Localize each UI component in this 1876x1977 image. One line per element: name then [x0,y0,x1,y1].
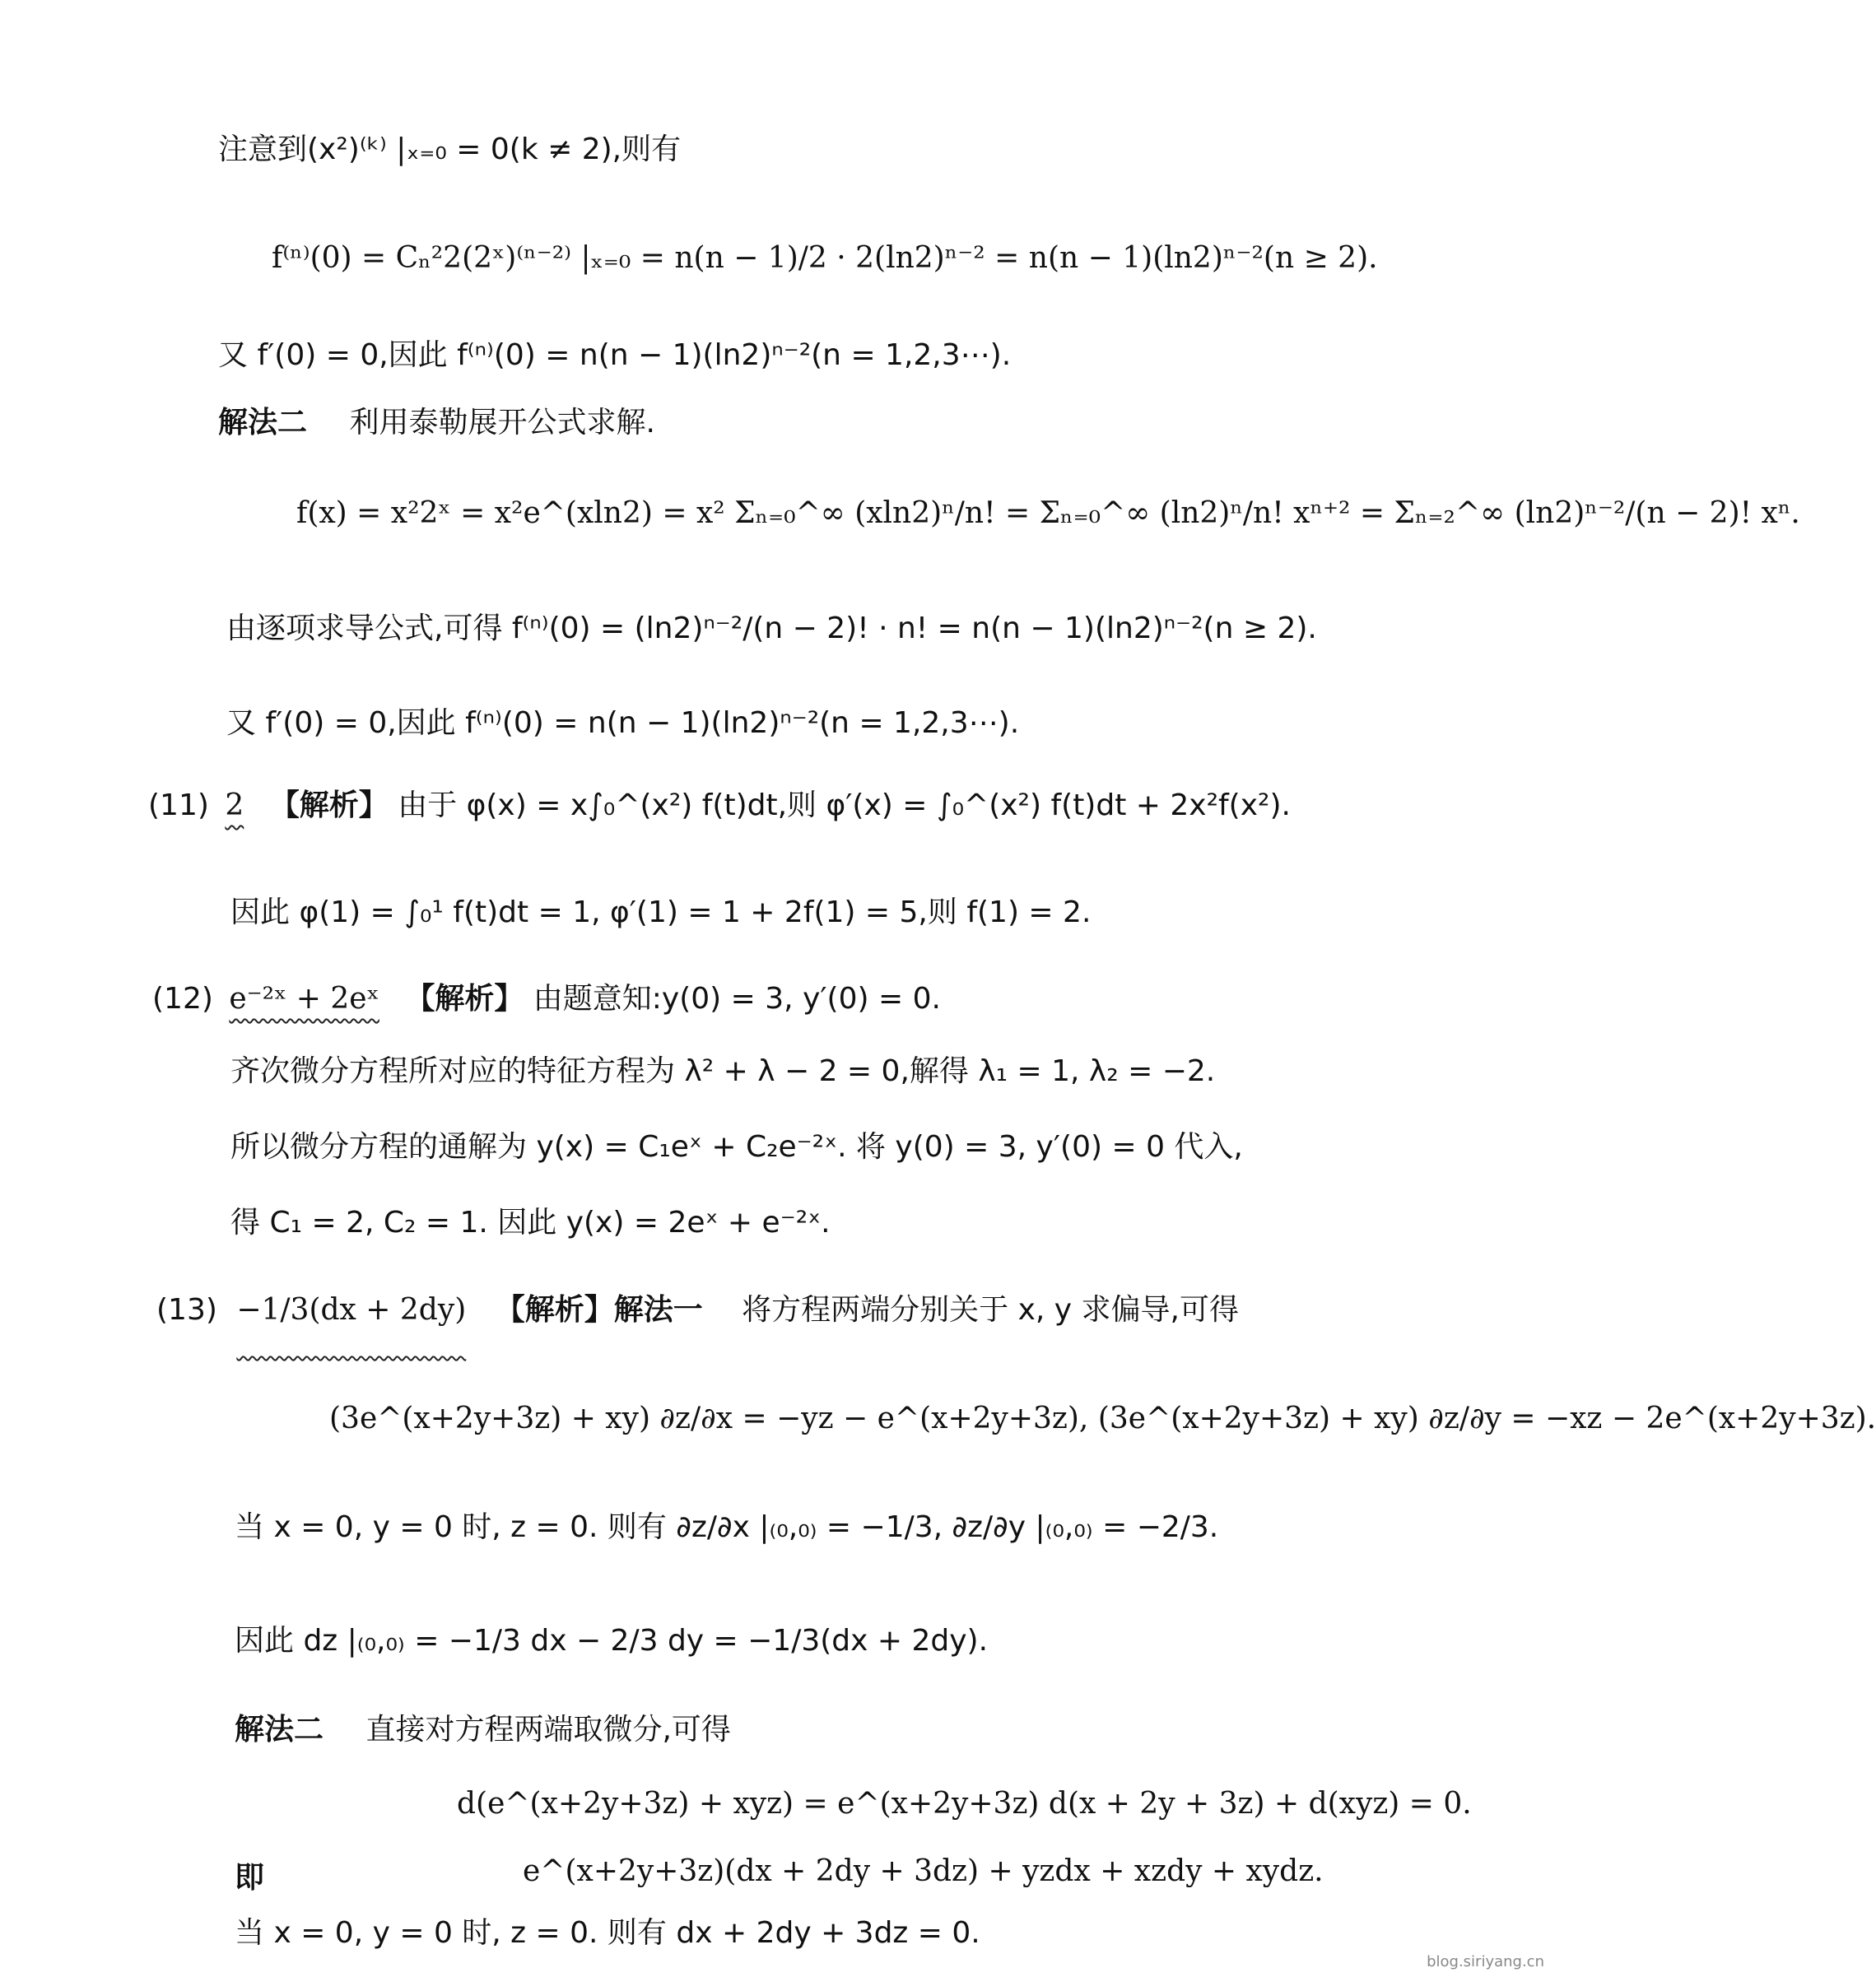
method-label: 解法二 [218,406,308,440]
problem-number: (12) [152,982,213,1016]
formula-line [523,1852,1554,1891]
problem-11 [148,786,1554,826]
text-line [235,1914,1554,1953]
text-line [218,336,1554,375]
text-content: 又 f′(0) = 0,因此 f⁽ⁿ⁾(0) = n(n − 1)(ln2)ⁿ⁻²(n = 1,2,3⋯). [226,706,1020,740]
text-line [235,1621,1554,1661]
method-heading [218,403,1554,443]
problem-number: (11) [148,788,209,822]
text-content: 注意到(x²)⁽ᵏ⁾ |ₓ₌₀ = 0(k ≠ 2),则有 [218,133,682,166]
formula-line [296,494,1800,533]
method-label: 解法二 [235,1713,324,1747]
problem-number: (13) [156,1293,217,1327]
analysis-tag: 【解析】 [405,982,524,1016]
answer: e⁻²ˣ + 2eˣ [229,982,379,1016]
watermark: blog.siriyang.cn [1427,1953,1544,1970]
text-line [235,1508,1554,1547]
text-line [226,609,1554,649]
solution-text: 由题意知:y(0) = 3, y′(0) = 0. [533,982,941,1016]
answer: −1/3(dx + 2dy) [236,1293,467,1327]
analysis-tag: 【解析】解法一 [495,1293,703,1327]
text-content: 因此 dz |₍₀,₀₎ = −1/3 dx − 2/3 dy = −1/3(dx + 2dy). [235,1624,989,1658]
text-content: 当 x = 0, y = 0 时, z = 0. 则有 ∂z/∂x |₍₀,₀₎ = −1/3, ∂z/∂y |₍₀,₀₎ = −2/3. [235,1510,1219,1544]
solution-text: 将方程两端分别关于 x, y 求偏导,可得 [742,1293,1239,1327]
formula-content: e^(x+2y+3z)(dx + 2dy + 3dz) + yzdx + xzdy + xydz. [523,1854,1324,1888]
text-line [230,893,1554,933]
formula-content: (3e^(x+2y+3z) + xy) ∂z/∂x = −yz − e^(x+2y+3z), (3e^(x+2y+3z) + xy) ∂z/∂y = −xz − 2e^(x+2y+3z). [329,1402,1876,1435]
formula-line [272,239,1554,278]
text-line [230,1052,1554,1091]
text-line [226,704,1554,743]
text-content: 齐次微分方程所对应的特征方程为 λ² + λ − 2 = 0,解得 λ₁ = 1, λ₂ = −2. [230,1054,1216,1088]
line-label: 即 [235,1861,265,1895]
formula-content: d(e^(x+2y+3z) + xyz) = e^(x+2y+3z) d(x + 2y + 3z) + d(xyz) = 0. [457,1787,1472,1821]
text-line [230,1128,1554,1167]
formula-line [457,1784,1554,1824]
text-content: 当 x = 0, y = 0 时, z = 0. 则有 dx + 2dy + 3dz = 0. [235,1916,980,1950]
method-description: 利用泰勒展开公式求解. [349,406,655,440]
solution-text: 由于 φ(x) = x∫₀^(x²) f(t)dt,则 φ′(x) = ∫₀^(x²) f(t)dt + 2x²f(x²). [398,788,1291,822]
formula-line [329,1399,1876,1439]
text-content: 由逐项求导公式,可得 f⁽ⁿ⁾(0) = (ln2)ⁿ⁻²/(n − 2)! · n! = n(n − 1)(ln2)ⁿ⁻²(n ≥ 2). [226,612,1317,645]
formula-content: f⁽ⁿ⁾(0) = Cₙ²2(2ˣ)⁽ⁿ⁻²⁾ |ₓ₌₀ = n(n − 1)/2 · 2(ln2)ⁿ⁻² = n(n − 1)(ln2)ⁿ⁻²(n ≥ 2). [272,241,1378,275]
problem-13 [156,1291,1554,1330]
analysis-tag: 【解析】 [269,788,389,822]
text-content: 得 C₁ = 2, C₂ = 1. 因此 y(x) = 2eˣ + e⁻²ˣ. [230,1206,831,1240]
problem-12 [152,979,1554,1019]
text-line [230,1203,1554,1243]
answer: 2 [225,788,244,822]
text-content: 又 f′(0) = 0,因此 f⁽ⁿ⁾(0) = n(n − 1)(ln2)ⁿ⁻²(n = 1,2,3⋯). [218,338,1012,372]
text-content: 所以微分方程的通解为 y(x) = C₁eˣ + C₂e⁻²ˣ. 将 y(0) = 3, y′(0) = 0 代入, [230,1130,1243,1164]
method-heading [235,1710,1554,1750]
method-description: 直接对方程两端取微分,可得 [365,1713,731,1747]
text-content: 因此 φ(1) = ∫₀¹ f(t)dt = 1, φ′(1) = 1 + 2f(1) = 5,则 f(1) = 2. [230,895,1092,929]
text-line [218,130,1554,170]
formula-content: f(x) = x²2ˣ = x²e^(xln2) = x² Σₙ₌₀^∞ (xln2)ⁿ/n! = Σₙ₌₀^∞ (ln2)ⁿ/n! xⁿ⁺² = Σₙ₌₂^∞ (ln2)ⁿ⁻²/(n − 2)! xⁿ. [296,496,1800,530]
